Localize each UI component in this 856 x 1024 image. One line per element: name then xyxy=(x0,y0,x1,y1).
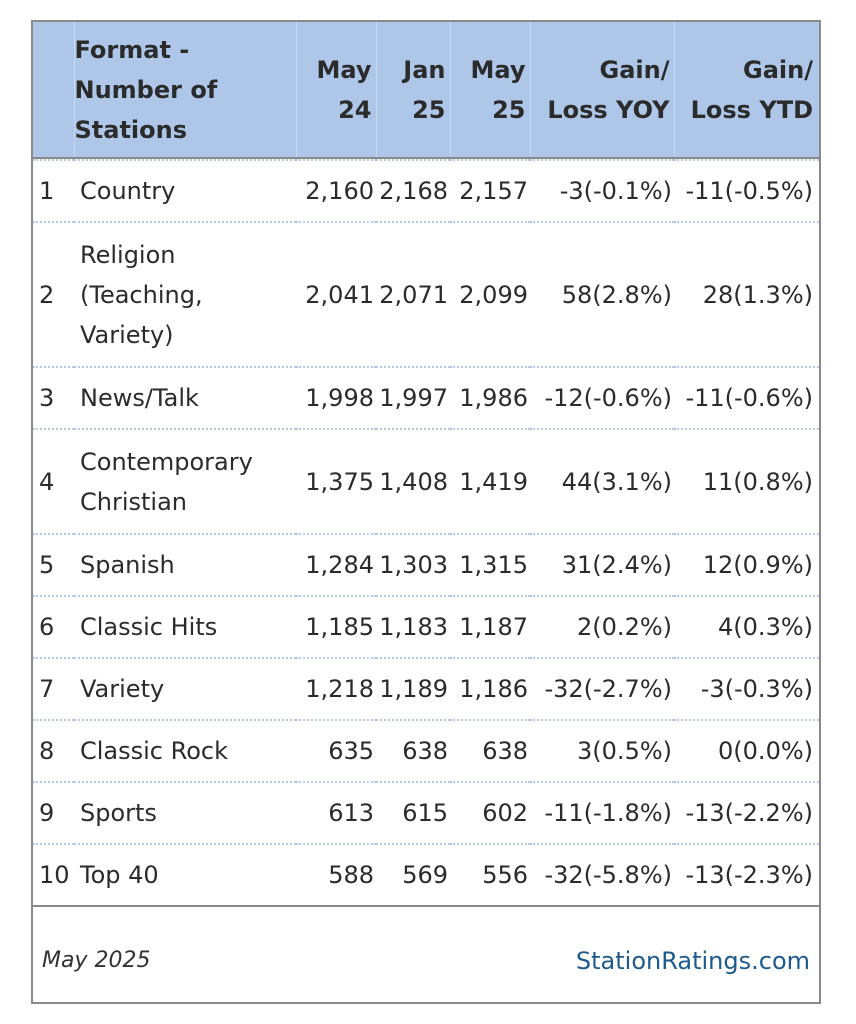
format-cell xyxy=(74,222,296,367)
rank-cell: 5 xyxy=(33,534,74,596)
table-footer xyxy=(33,930,819,1002)
header-may-24 xyxy=(296,22,376,158)
may-24-cell: 1,218 xyxy=(296,658,376,720)
format-text: Country xyxy=(80,177,176,205)
gain-loss-yoy-cell: 58(2.8%) xyxy=(530,222,674,367)
may-25-cell: 1,986 xyxy=(450,367,530,429)
format-text: Sports xyxy=(80,799,157,827)
rank-cell: 1 xyxy=(33,160,74,222)
gain-loss-ytd-cell: 4(0.3%) xyxy=(674,596,819,658)
may-25-cell: 556 xyxy=(450,844,530,906)
header-rank xyxy=(33,22,74,158)
may-25-cell: 2,157 xyxy=(450,160,530,222)
table-row xyxy=(33,782,819,844)
rank-cell: 9 xyxy=(33,782,74,844)
gain-loss-ytd-cell: -11(-0.5%) xyxy=(674,160,819,222)
header-may-24-line-1: May xyxy=(316,55,372,84)
header-gain-loss-yoy xyxy=(530,22,674,158)
ratings-table-card xyxy=(31,20,821,1004)
jan-25-cell: 2,071 xyxy=(376,222,450,367)
header-yoy-line-2: Loss YOY xyxy=(547,95,670,124)
table-row xyxy=(33,534,819,596)
gain-loss-ytd-cell: -11(-0.6%) xyxy=(674,367,819,429)
source-link[interactable]: StationRatings.com xyxy=(575,947,810,975)
may-25-cell: 602 xyxy=(450,782,530,844)
format-cell xyxy=(74,782,296,844)
header-format-line-2: Number of xyxy=(74,75,218,104)
table-row xyxy=(33,367,819,429)
header-ytd-line-2: Loss YTD xyxy=(690,95,813,124)
format-text: Contemporary xyxy=(80,447,253,476)
gain-loss-ytd-cell: 0(0.0%) xyxy=(674,720,819,782)
table-row xyxy=(33,429,819,534)
gain-loss-yoy-cell: -32(-2.7%) xyxy=(530,658,674,720)
rank-cell: 3 xyxy=(33,367,74,429)
header-format-line-3: Stations xyxy=(74,115,188,144)
jan-25-cell: 638 xyxy=(376,720,450,782)
may-24-cell: 1,284 xyxy=(296,534,376,596)
jan-25-cell: 615 xyxy=(376,782,450,844)
table-row xyxy=(33,844,819,906)
table-header xyxy=(33,22,819,158)
gain-loss-yoy-cell: 44(3.1%) xyxy=(530,429,674,534)
gain-loss-ytd-cell: 12(0.9%) xyxy=(674,534,819,596)
may-24-cell: 1,375 xyxy=(296,429,376,534)
may-25-cell: 1,315 xyxy=(450,534,530,596)
format-text: Religion xyxy=(80,240,176,269)
format-text: Spanish xyxy=(80,551,175,579)
may-24-cell: 1,998 xyxy=(296,367,376,429)
format-text: Christian xyxy=(80,487,188,516)
gain-loss-ytd-cell: -13(-2.3%) xyxy=(674,844,819,906)
may-24-cell: 2,160 xyxy=(296,160,376,222)
format-text: Top 40 xyxy=(80,861,159,889)
rank-cell: 2 xyxy=(33,222,74,367)
header-may-25-line-2: 25 xyxy=(492,95,526,124)
table-row xyxy=(33,658,819,720)
may-24-cell: 1,185 xyxy=(296,596,376,658)
format-cell xyxy=(74,160,296,222)
header-jan-25-line-1: Jan xyxy=(403,55,446,84)
format-cell xyxy=(74,720,296,782)
header-jan-25-line-2: 25 xyxy=(412,95,446,124)
rank-cell: 7 xyxy=(33,658,74,720)
may-24-cell: 588 xyxy=(296,844,376,906)
may-25-cell: 1,186 xyxy=(450,658,530,720)
may-25-cell: 1,187 xyxy=(450,596,530,658)
gain-loss-yoy-cell: -32(-5.8%) xyxy=(530,844,674,906)
header-gain-loss-ytd xyxy=(674,22,819,158)
header-row xyxy=(33,22,819,158)
table-row xyxy=(33,222,819,367)
jan-25-cell: 1,997 xyxy=(376,367,450,429)
gain-loss-ytd-cell: 11(0.8%) xyxy=(674,429,819,534)
format-text: Classic Hits xyxy=(80,613,218,641)
gain-loss-ytd-cell: 28(1.3%) xyxy=(674,222,819,367)
jan-25-cell: 1,189 xyxy=(376,658,450,720)
header-jan-25 xyxy=(376,22,450,158)
jan-25-cell: 1,303 xyxy=(376,534,450,596)
jan-25-cell: 569 xyxy=(376,844,450,906)
header-format xyxy=(74,22,296,158)
may-24-cell: 613 xyxy=(296,782,376,844)
format-cell xyxy=(74,367,296,429)
table-body xyxy=(33,158,819,906)
gain-loss-yoy-cell: 31(2.4%) xyxy=(530,534,674,596)
gain-loss-yoy-cell: -3(-0.1%) xyxy=(530,160,674,222)
gain-loss-yoy-cell: -11(-1.8%) xyxy=(530,782,674,844)
table-row xyxy=(33,720,819,782)
rank-cell: 4 xyxy=(33,429,74,534)
format-cell xyxy=(74,534,296,596)
header-ytd-line-1: Gain/ xyxy=(743,55,813,84)
jan-25-cell: 2,168 xyxy=(376,160,450,222)
jan-25-cell: 1,408 xyxy=(376,429,450,534)
header-may-25-line-1: May xyxy=(470,55,526,84)
rank-cell: 6 xyxy=(33,596,74,658)
table-row xyxy=(33,596,819,658)
rank-cell: 10 xyxy=(33,844,74,906)
table-row xyxy=(33,160,819,222)
format-cell xyxy=(74,429,296,534)
format-text: Variety) xyxy=(80,320,174,349)
format-text: Variety xyxy=(80,675,165,703)
format-text: (Teaching, xyxy=(80,280,203,309)
jan-25-cell: 1,183 xyxy=(376,596,450,658)
gain-loss-yoy-cell: 2(0.2%) xyxy=(530,596,674,658)
header-may-25 xyxy=(450,22,530,158)
format-cell xyxy=(74,844,296,906)
format-text: Classic Rock xyxy=(80,737,229,765)
gain-loss-yoy-cell: 3(0.5%) xyxy=(530,720,674,782)
format-text: News/Talk xyxy=(80,384,199,412)
header-may-24-line-2: 24 xyxy=(338,95,372,124)
gain-loss-ytd-cell: -3(-0.3%) xyxy=(674,658,819,720)
rank-cell: 8 xyxy=(33,720,74,782)
may-24-cell: 2,041 xyxy=(296,222,376,367)
header-format-line-1: Format - xyxy=(74,35,190,64)
format-cell xyxy=(74,658,296,720)
may-24-cell: 635 xyxy=(296,720,376,782)
may-25-cell: 638 xyxy=(450,720,530,782)
may-25-cell: 2,099 xyxy=(450,222,530,367)
format-ratings-table xyxy=(33,22,819,907)
header-yoy-line-1: Gain/ xyxy=(599,55,670,84)
may-25-cell: 1,419 xyxy=(450,429,530,534)
gain-loss-ytd-cell: -13(-2.2%) xyxy=(674,782,819,844)
format-cell xyxy=(74,596,296,658)
gain-loss-yoy-cell: -12(-0.6%) xyxy=(530,367,674,429)
footer-date: May 2025 xyxy=(42,948,151,973)
